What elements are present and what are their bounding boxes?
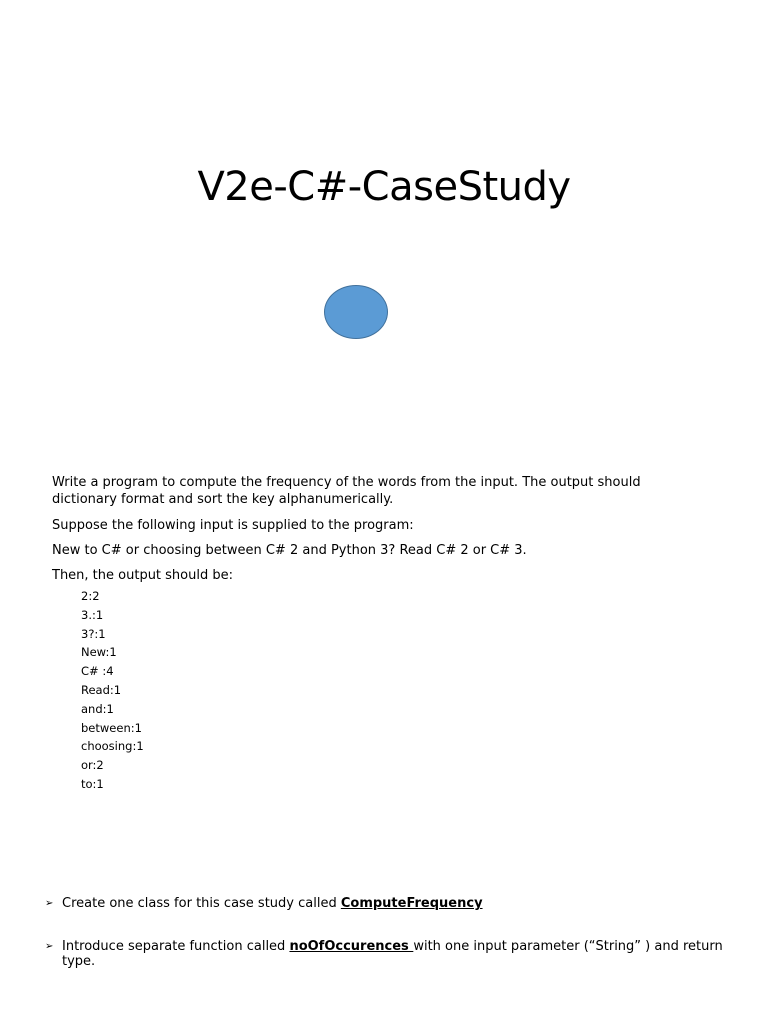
output-line: between:1 [81, 720, 142, 735]
bullet-text: Create one class for this case study called ComputeFrequency [62, 896, 483, 911]
class-name-emphasis: ComputeFrequency [340, 896, 483, 911]
bullet-item-class [45, 896, 735, 911]
blue-ellipse-shape [324, 285, 388, 339]
output-line: and:1 [81, 701, 114, 716]
intro-line-1: Write a program to compute the frequency of the words from the input. The output should [52, 475, 641, 490]
output-line: 3.:1 [81, 607, 104, 622]
output-line: 3?:1 [81, 626, 106, 641]
arrow-bullet-icon: ➢ [45, 898, 54, 909]
output-line: 2:2 [81, 589, 100, 603]
function-name-emphasis: noOfOccurences [289, 939, 414, 954]
then-text: Then, the output should be: [52, 568, 233, 583]
intro-line-2: dictionary format and sort the key alphanumerically. [52, 492, 394, 507]
output-line: to:1 [81, 776, 104, 791]
suppose-text: Suppose the following input is supplied to the program: [52, 518, 414, 533]
bullet-item-function [45, 939, 735, 969]
output-line: or:2 [81, 758, 104, 773]
bullet-text: Introduce separate function called noOfOccurences with one input parameter (“String” ) and return type. [62, 939, 723, 969]
output-list [81, 587, 144, 794]
output-line: C# :4 [81, 664, 114, 679]
page-title: V2e-C#-CaseStudy [197, 164, 571, 210]
output-line: Read:1 [81, 682, 122, 697]
arrow-bullet-icon: ➢ [45, 941, 54, 952]
output-line: choosing:1 [81, 739, 144, 754]
output-line: New:1 [81, 645, 117, 660]
intro-paragraph [52, 474, 742, 508]
input-example-text: New to C# or choosing between C# 2 and Python 3? Read C# 2 or C# 3. [52, 543, 527, 558]
